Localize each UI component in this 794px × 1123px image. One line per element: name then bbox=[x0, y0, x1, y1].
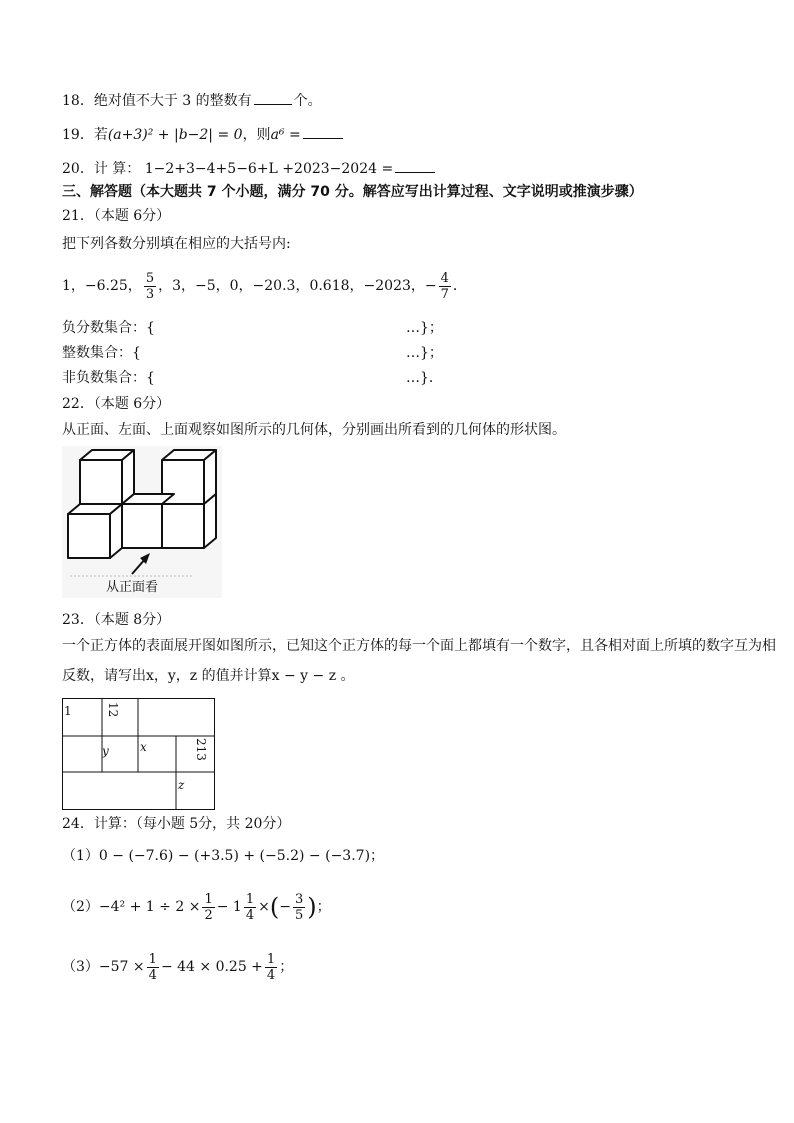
question-23-line1: 一个正方体的表面展开图如图所示，已知这个正方体的每一个面上都填有一个数字，且各相对面上所填的数字互为相 bbox=[62, 638, 776, 654]
question-22-instruction: 从正面、左面、上面观察如图所示的几何体，分别画出所看到的几何体的形状图。 bbox=[62, 422, 566, 438]
left-paren: ( bbox=[269, 893, 280, 921]
set-negative-fractions: 负分数集合：{ bbox=[62, 320, 155, 336]
question-21-numbers: 1，−6.25， $\frac{5}{3}$ ，3，−5，0，−20.3，0.618，−2023，− $\frac{4}{7}$ ． bbox=[62, 270, 467, 302]
figure-caption: 从正面看 bbox=[106, 580, 159, 595]
net-grid bbox=[62, 698, 216, 810]
fraction: $\frac{1}{4}$ bbox=[245, 891, 255, 923]
net-cell-12: 12 bbox=[106, 702, 120, 718]
question-23-header: 23．（本题 8分） bbox=[62, 612, 171, 628]
set-end: …}； bbox=[406, 320, 443, 336]
question-20: 20．计 算： 1−2+3−4+5−6+L +2023−2024 = bbox=[62, 158, 437, 179]
cube-drawing bbox=[62, 446, 222, 598]
cube-figure bbox=[62, 446, 222, 598]
net-cell-z: z bbox=[178, 778, 185, 792]
fraction: $\frac{1}{2}$ bbox=[204, 891, 213, 923]
question-21-instruction: 把下列各数分别填在相应的大括号内: bbox=[62, 236, 291, 252]
fraction: $\frac{1}{4}$ bbox=[148, 951, 157, 983]
question-24-header: 24．计算：（每小题 5分，共 20分） bbox=[62, 816, 291, 832]
fraction: $\frac{3}{5}$ bbox=[294, 891, 304, 923]
question-21-header: 21．（本题 6分） bbox=[62, 208, 171, 224]
net-cell-y: y bbox=[102, 744, 109, 758]
section-title: 三、解答题（本大题共 7 个小题，满分 70 分。解答应写出计算过程、文字说明或推演步骤） bbox=[62, 184, 643, 200]
question-24-part-3: （3）−57 × $\frac{1}{4}$ − 44 × 0.25 + $\frac{1}{4}$ ； bbox=[62, 951, 294, 983]
question-23-line2: 反数，请写出x，y，z 的值并计算x − y − z 。 bbox=[62, 668, 355, 684]
set-end: …}； bbox=[406, 345, 443, 361]
answer-blank bbox=[395, 158, 435, 173]
fraction: $\frac{4}{7}$ bbox=[440, 270, 449, 302]
question-18: 18．绝对值不大于 3 的整数有 个。 bbox=[62, 90, 322, 111]
answer-blank bbox=[254, 90, 292, 105]
set-end: …}． bbox=[406, 370, 443, 386]
cube-net bbox=[62, 698, 216, 810]
question-24-part-2: （2）−4² + 1 ÷ 2 × $\frac{1}{2}$ − 1 $\frac{1}{4}$ ×(− $\frac{3}{5}$ )； bbox=[62, 891, 331, 923]
net-cell-213: 213 bbox=[194, 738, 208, 761]
question-24-part-1: （1）0 − (−7.6) − (+3.5) + (−5.2) − (−3.7)； bbox=[62, 848, 385, 864]
right-paren: ) bbox=[307, 893, 317, 921]
question-19: 19．若(a+3)² + |b−2| = 0，则a⁶ = bbox=[62, 124, 345, 145]
net-cell-x: x bbox=[140, 740, 147, 754]
question-22-header: 22．（本题 6分） bbox=[62, 396, 171, 412]
answer-blank bbox=[303, 124, 343, 139]
net-cell-1: 1 bbox=[64, 704, 72, 718]
set-integers: 整数集合：{ bbox=[62, 345, 141, 361]
fraction: $\frac{1}{4}$ bbox=[266, 951, 276, 983]
set-non-negative: 非负数集合：{ bbox=[62, 370, 155, 386]
fraction: $\frac{5}{3}$ bbox=[145, 270, 155, 302]
